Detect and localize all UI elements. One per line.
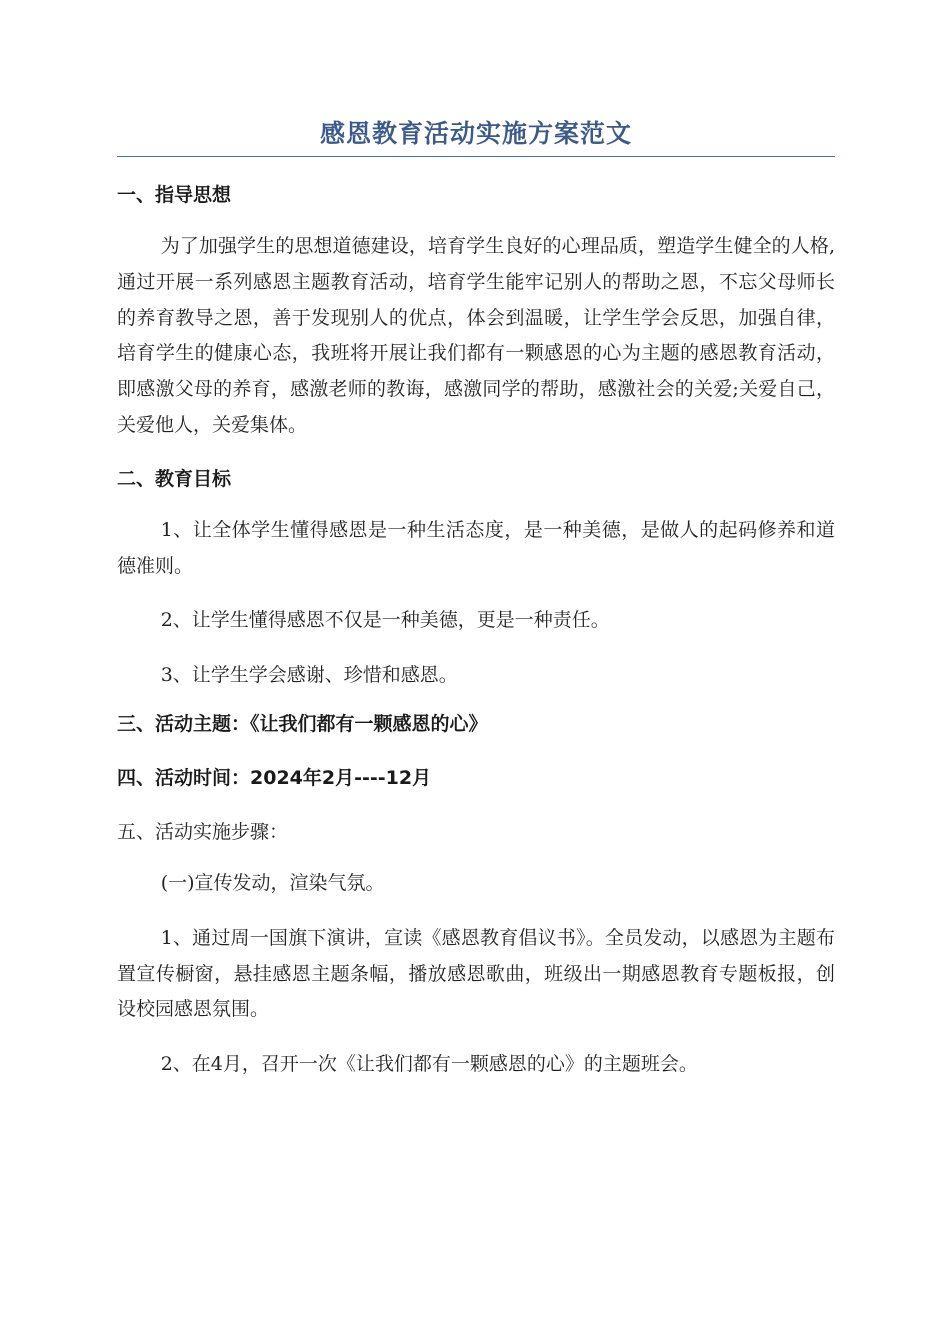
step-item-2: 2、在4月，召开一次《让我们都有一颗感恩的心》的主题班会。 xyxy=(160,1053,698,1076)
section-heading-activity-time: 四、活动时间：2024年2月----12月 xyxy=(117,766,432,789)
title-underline xyxy=(117,156,835,157)
section-heading-activity-theme: 三、活动主题：《让我们都有一颗感恩的心》 xyxy=(117,712,488,735)
document-title: 感恩教育活动实施方案范文 xyxy=(319,119,632,148)
section-heading-implementation-steps: 五、活动实施步骤： xyxy=(117,820,289,843)
section-heading-guiding-thought: 一、指导思想 xyxy=(117,184,232,206)
subheading-publicity: (一)宣传发动，渲染气氛。 xyxy=(160,871,385,894)
goal-item-1: 1、让全体学生懂得感恩是一种生活态度，是一种美德，是做人的起码修养和道德准则。 xyxy=(117,518,835,577)
goal-item-2: 2、让学生懂得感恩不仅是一种美德，更是一种责任。 xyxy=(160,609,610,632)
paragraph-guiding-thought: 为了加强学生的思想道德建设，培育学生良好的心理品质，塑造学生健全的人格,通过开展一系列感恩主题教育活动，培育学生能牢记别人的帮助之恩，不忘父母师长的养育教导之恩，善于发现别人的优点，体会到温暖，让学生学会反思，加强自律，培育学生的健康心态，我班将开展让我们都有一颗感恩的心为主题的感恩教育活动，即感激父母的养育，感激老师的教诲，感激同学的帮助，感激社会的关爱;关爱自己，关爱他人，关爱集体。 xyxy=(117,235,835,436)
document-page xyxy=(117,112,835,1102)
step-item-1: 1、通过周一国旗下演讲，宣读《感恩教育倡议书》。全员发动，以感恩为主题布置宣传橱窗，悬挂感恩主题条幅，播放感恩歌曲，班级出一期感恩教育专题板报，创设校园感恩氛围。 xyxy=(117,926,835,1021)
section-heading-education-goals: 二、教育目标 xyxy=(117,467,232,490)
goal-item-3: 3、让学生学会感谢、珍惜和感恩。 xyxy=(160,664,458,687)
